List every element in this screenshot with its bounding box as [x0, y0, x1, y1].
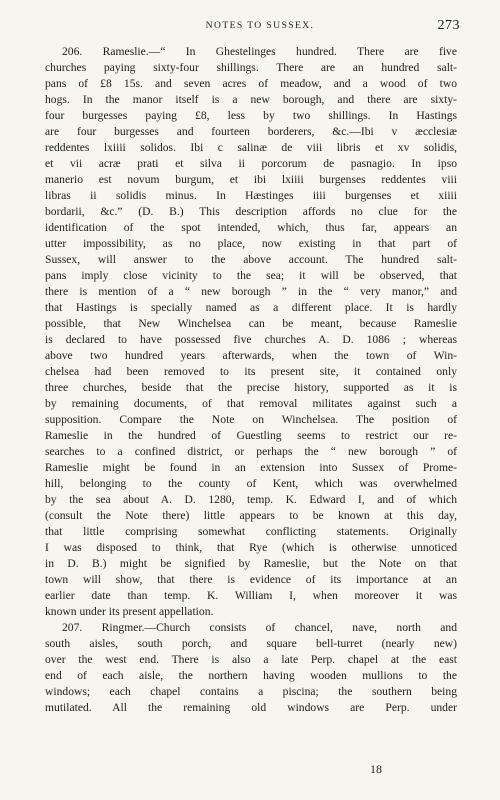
- text-line: three churches, beside that the precise history, supported as it is: [45, 381, 457, 394]
- text-line: hogs. In the manor itself is a new borough, and there are sixty-: [45, 93, 457, 106]
- text-line: Sussex, will answer to the above account. The hundred salt-: [45, 253, 457, 266]
- running-title: NOTES TO SUSSEX.: [205, 20, 315, 31]
- text-line: windows; each chapel contains a piscina; the southern being: [45, 685, 457, 698]
- text-line: hill, belonging to the county of Kent, which was overwhelmed: [45, 477, 457, 490]
- text-line: possible, that New Winchelsea can be meant, because Rameslie: [45, 317, 457, 330]
- text-line: 206. Rameslie.—“ In Ghestelinges hundred. There are five: [62, 45, 457, 58]
- text-line: reddentes lxiiii solidos. Ibi c salinæ de viii libris et xv solidis,: [45, 141, 457, 154]
- text-line: is declared to have possessed five churches A. D. 1086 ; whereas: [45, 333, 457, 346]
- page-number: 273: [437, 18, 460, 33]
- text-line: (consult the Note there) little appears to be known at this day,: [45, 509, 457, 522]
- text-line: town will show, that there is evidence of its importance at an: [45, 573, 457, 586]
- text-line: bordarii, &c.” (D. B.) This description affords no clue for the: [45, 205, 457, 218]
- text-line: pans of £8 15s. and seven acres of meadow, and a wood of two: [45, 77, 457, 90]
- text-line: et vii acræ prati et silva ii porcorum de pasnagio. In ipso: [45, 157, 457, 170]
- text-line: by remaining documents, of that removal militates against such a: [45, 397, 457, 410]
- text-line: four burgesses paying £8, less by two shillings. In Hastings: [45, 109, 457, 122]
- body-text: [45, 44, 457, 716]
- text-line: end of each aisle, the northern having wooden mullions to the: [45, 669, 457, 682]
- text-line: Rameslie might be found in an extension into Sussex of Prome-: [45, 461, 457, 474]
- text-line: that little comprising somewhat conflicting statements. Originally: [45, 525, 457, 538]
- text-line: searches to a confined district, or perhaps the “ new borough ” of: [45, 445, 457, 458]
- text-line: chelsea had been removed to its present site, it contained only: [45, 365, 457, 378]
- text-line: south aisles, south porch, and square bell-turret (nearly new): [45, 637, 457, 650]
- text-line: libras ii solidis minus. In Hæstinges iiii burgenses et xiiii: [45, 189, 457, 202]
- text-line: utter impossibility, as no place, now existing in that part of: [45, 237, 457, 250]
- text-line: there is mention of a “ new borough ” in the “ very manor,” and: [45, 285, 457, 298]
- text-line: I was disposed to think, that Rye (which is otherwise unnoticed: [45, 541, 457, 554]
- text-line: 207. Ringmer.—Church consists of chancel, nave, north and: [62, 621, 457, 634]
- text-line: mutilated. All the remaining old windows are Perp. under: [45, 701, 457, 714]
- text-line: earlier date than temp. K. William I, when moreover it was: [45, 589, 457, 602]
- text-line: identification of the spot intended, which, thus far, appears an: [45, 221, 457, 234]
- text-line: supposition. Compare the Note on Winchelsea. The position of: [45, 413, 457, 426]
- text-line: that Hastings is specially named as a different place. It is hardly: [45, 301, 457, 314]
- text-line: in D. B.) might be signified by Rameslie, but the Note on that: [45, 557, 457, 570]
- text-line: known under its present appellation.: [45, 605, 214, 618]
- text-line: by the sea about A. D. 1280, temp. K. Edward I, and of which: [45, 493, 457, 506]
- text-line: over the west end. There is also a late Perp. chapel at the east: [45, 653, 457, 666]
- text-line: manerio est novum burgum, et ibi lxiiii burgenses reddentes viii: [45, 173, 457, 186]
- text-line: Rameslie in the hundred of Guestling seems to restrict our re-: [45, 429, 457, 442]
- text-line: above two hundred years afterwards, when the town of Win-: [45, 349, 457, 362]
- running-head: [60, 20, 460, 38]
- text-line: are four burgesses and fourteen borderers, &c.—Ibi v æcclesiæ: [45, 125, 457, 138]
- text-line: pans imply close vicinity to the sea; it will be observed, that: [45, 269, 457, 282]
- signature-mark: 18: [370, 762, 382, 776]
- text-line: churches paying sixty-four shillings. There are an hundred salt-: [45, 61, 457, 74]
